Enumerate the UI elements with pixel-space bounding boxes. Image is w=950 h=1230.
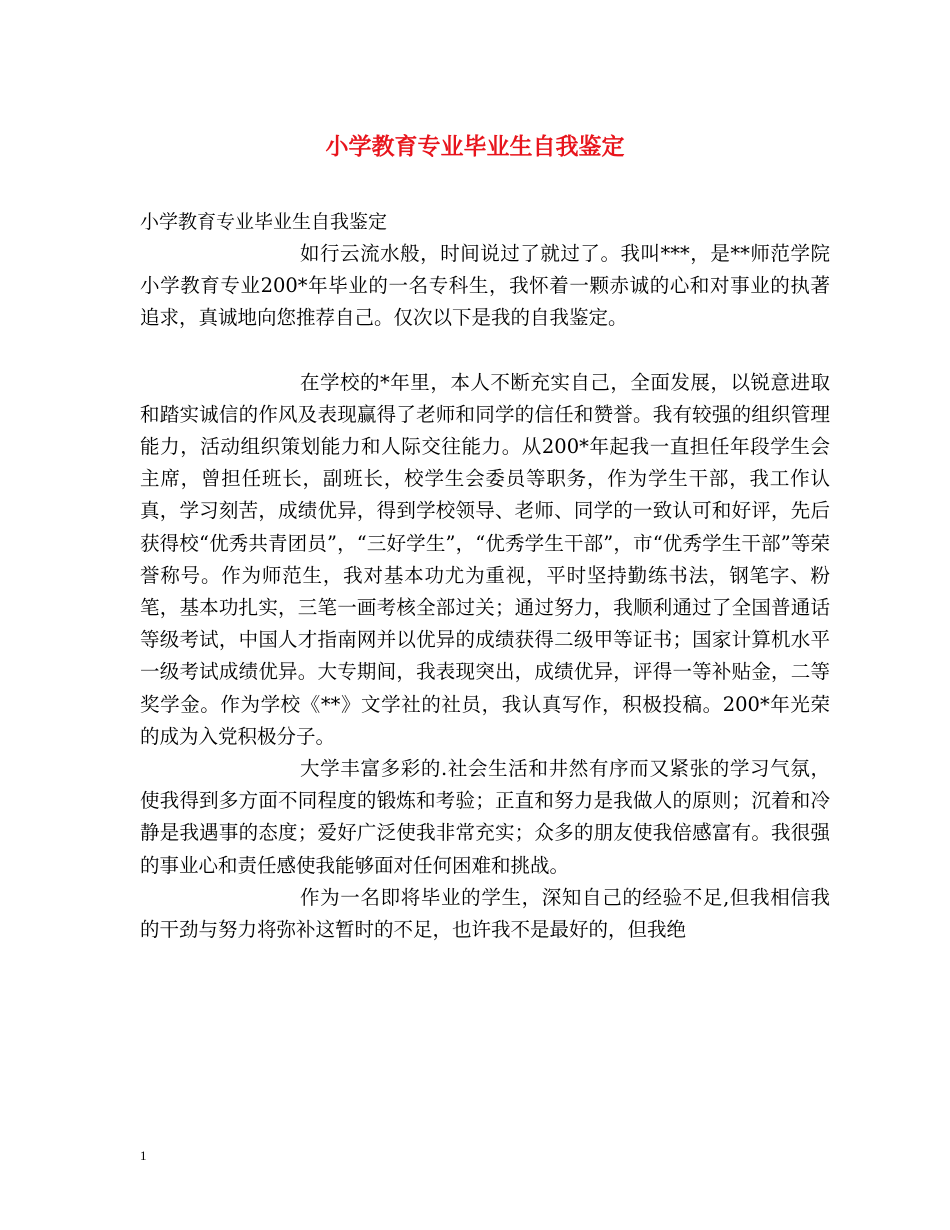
document-subtitle: 小学教育专业毕业生自我鉴定: [140, 211, 388, 233]
paragraph-closing: 作为一名即将毕业的学生，深知自己的经验不足,但我相信我的干劲与努力将弥补这暂时的不足，也许我不是最好的，但我绝: [140, 885, 830, 942]
document-body: [140, 238, 830, 946]
page-title: 小学教育专业毕业生自我鉴定: [325, 133, 625, 160]
paragraph-character: 大学丰富多彩的.社会生活和井然有序而又紧张的学习气氛，使我得到多方面不同程度的锻炼和考验；正直和努力是我做人的原则；沉着和冷静是我遇事的态度；爱好广泛使我非常充实；众多的朋友使我倍感富有。我很强的事业心和责任感使我能够面对任何困难和挑战。: [140, 757, 830, 877]
paragraph-achievements: 在学校的*年里，本人不断充实自己，全面发展，以锐意进取和踏实诚信的作风及表现赢得了老师和同学的信任和赞誉。我有较强的组织管理能力，活动组织策划能力和人际交往能力。从200*年起我一直担任年段学生会主席，曾担任班长，副班长，校学生会委员等职务，作为学生干部，我工作认真，学习刻苦，成绩优异，得到学校领导、老师、同学的一致认可和好评，先后获得校“优秀共青团员”，“三好学生”，“优秀学生干部”，市“优秀学生干部”等荣誉称号。作为师范生，我对基本功尤为重视，平时坚持勤练书法，钢笔字、粉笔，基本功扎实，三笔一画考核全部过关；通过努力，我顺利通过了全国普通话等级考试，中国人才指南网并以优异的成绩获得二级甲等证书；国家计算机水平一级考试成绩优异。大专期间，我表现突出，成绩优异，评得一等补贴金，二等奖学金。作为学校《**》文学社的社员，我认真写作，积极投稿。200*年光荣的成为入党积极分子。: [140, 370, 830, 748]
paragraph-intro: 如行云流水般，时间说过了就过了。我叫***，是**师范学院小学教育专业200*年毕业的一名专科生，我怀着一颗赤诚的心和对事业的执著追求，真诚地向您推荐自己。仅次以下是我的自我鉴定。: [140, 242, 830, 330]
page-number: 1: [140, 1148, 147, 1163]
